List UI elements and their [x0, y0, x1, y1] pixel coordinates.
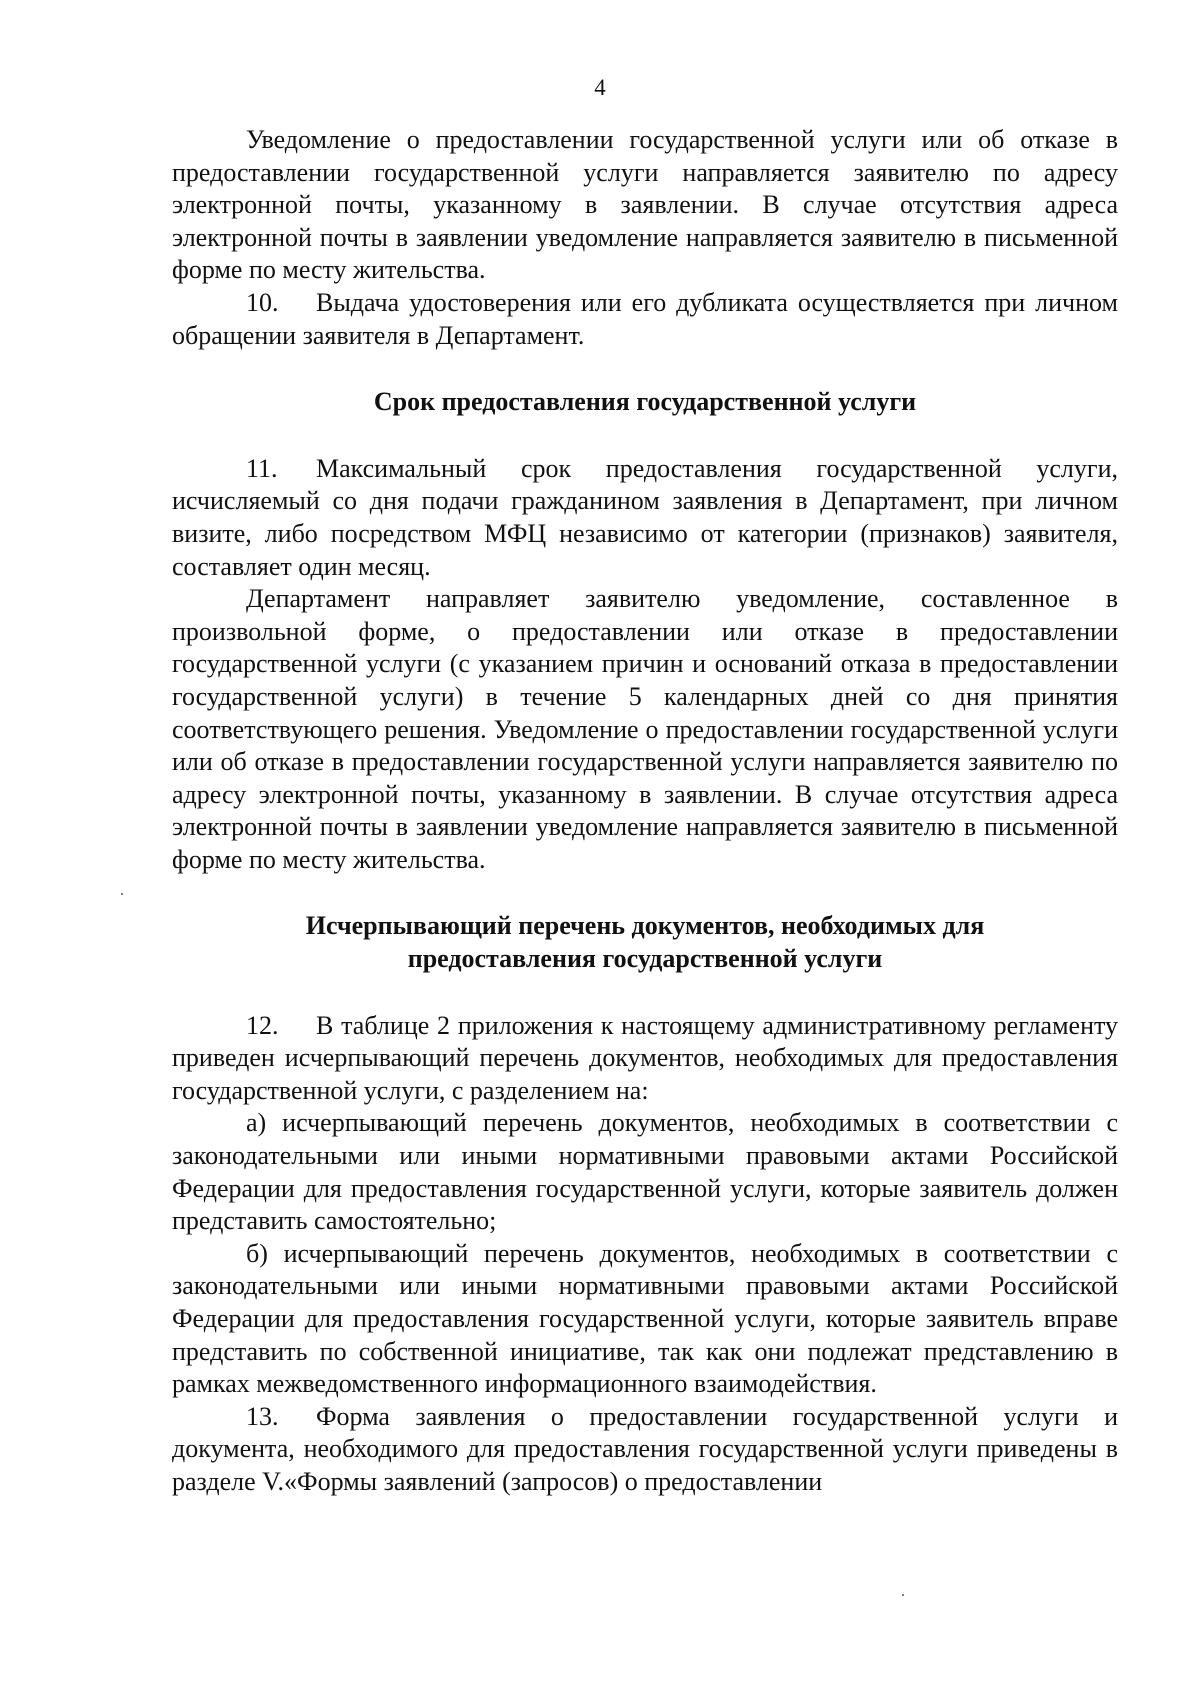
paragraph-department-notice: Департамент направляет заявителю уведомление, составленное в произвольной форме, о предоставлении или отказе в предоставлении государственной услуги (с указанием причин и оснований отказа в предоставлении государственной услуги) в течение 5 календарных дней со дня принятия соответствующего решения. Уведомление о предоставлении государственной услуги или об отказе в предоставлении государственной услуги направляется заявителю по адресу электронной почты, указанному в заявлении. В случае отсутствия адреса электронной почты в заявлении уведомление направляется заявителю в письменной форме по месту жительства. — [172, 584, 1118, 874]
page-number: 4 — [594, 75, 606, 100]
heading-documents-list — [172, 910, 1118, 975]
paragraph-11-text: Максимальный срок предоставления государственной услуги, исчисляемый со дня подачи гражданином заявления в Департамент, при личном визите, либо посредством МФЦ независимо от категории (признаков) заявителя, составляет один месяц. — [172, 453, 1118, 581]
paragraph-12-item-b: б) исчерпывающий перечень документов, необходимых в соответствии с законодательными или иными нормативными правовыми актами Российской Федерации для предоставления государственной услуги, которые заявитель вправе представить по собственной инициативе, так как они подлежат представлению в рамках межведомственного информационного взаимодействия. — [172, 1238, 1118, 1399]
paragraph-notification: Уведомление о предоставлении государственной услуги или об отказе в предоставлении государственной услуги направляется заявителю по адресу электронной почты, указанному в заявлении. В случае отсутствия адреса электронной почты в заявлении уведомление направляется заявителю в письменной форме по месту жительства. — [172, 125, 1118, 285]
paragraph-13-text: Форма заявления о предоставлении государственной услуги и документа, необходимого для предоставления государственной услуги приведены в разделе V.«Формы заявлений (запросов) о предоставлении — [172, 1401, 1118, 1496]
scan-speck — [121, 893, 123, 895]
heading-documents-line-1: Исчерпывающий перечень документов, необходимых для — [305, 911, 985, 941]
heading-service-term: Срок предоставления государственной услуги — [373, 387, 917, 417]
paragraph-11 — [172, 453, 1118, 583]
paragraph-13 — [172, 1401, 1118, 1499]
paragraph-12-item-a: а) исчерпывающий перечень документов, необходимых в соответствии с законодательными или иными нормативными правовыми актами Российской Федерации для предоставления государственной услуги, которые заявитель должен представить самостоятельно; — [172, 1108, 1118, 1236]
document-body — [172, 124, 1118, 1499]
heading-documents-line-2: предоставления государственной услуги — [407, 944, 883, 974]
paragraph-11-number: 11. — [246, 453, 278, 483]
paragraph-12 — [172, 1010, 1118, 1108]
paragraph-12-number: 12. — [246, 1010, 279, 1040]
paragraph-10 — [172, 287, 1118, 352]
paragraph-10-text: Выдача удостоверения или его дубликата осуществляется при личном обращении заявителя в Департамент. — [172, 287, 1118, 350]
paragraph-13-number: 13. — [246, 1401, 279, 1431]
paragraph-12-text: В таблице 2 приложения к настоящему административному регламенту приведен исчерпывающий перечень документов, необходимых для предоставления государственной услуги, с разделением на: — [172, 1010, 1118, 1105]
paragraph-10-number: 10. — [246, 287, 279, 317]
scan-speck — [902, 1594, 904, 1596]
